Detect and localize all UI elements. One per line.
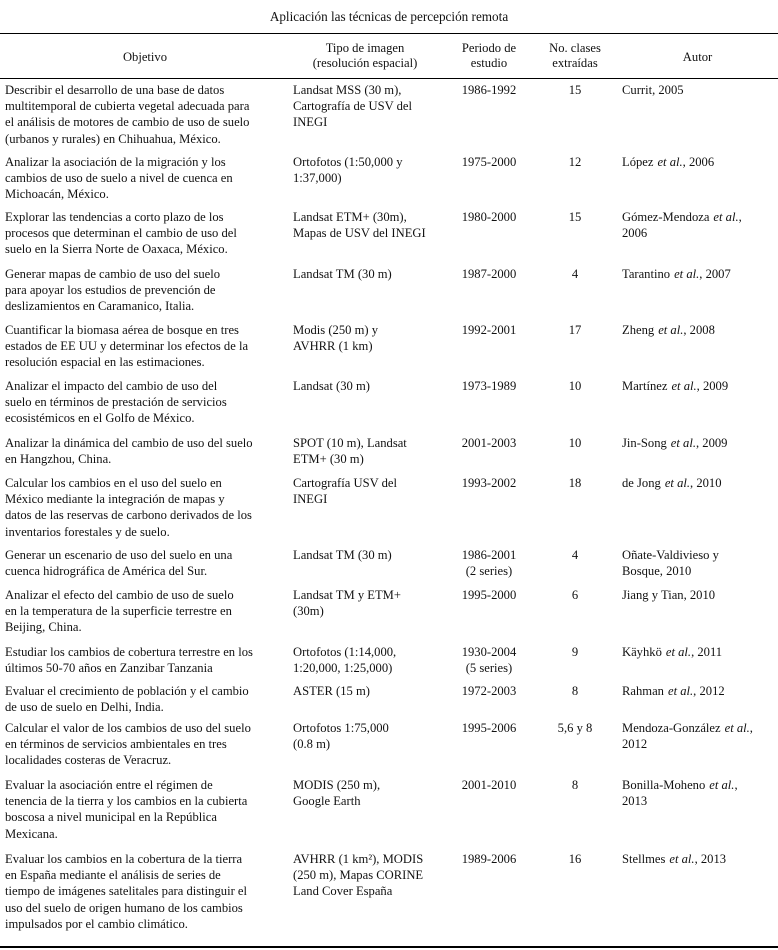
autor-year: , <box>738 210 742 224</box>
periodo-line: 1972-2003 <box>461 684 517 698</box>
tipo-line: 1:20,000, 1:25,000) <box>293 661 393 676</box>
periodo-line: 1986-2001 <box>461 548 517 562</box>
objetivo-line: impulsados por el cambio climático. <box>5 916 188 931</box>
bottom-rule <box>0 946 778 948</box>
cell-clases: 15 <box>568 210 582 224</box>
periodo-line: 2001-2010 <box>461 778 517 792</box>
cell-objetivo <box>5 209 237 258</box>
tipo-line: (0.8 m) <box>293 737 331 752</box>
autor-name: Mendoza-González <box>622 721 721 735</box>
periodo-line: 1995-2006 <box>461 721 517 735</box>
objetivo-line: Analizar el efecto del cambio de uso de suelo <box>5 588 234 602</box>
table-caption: Aplicación las técnicas de percepción remota <box>269 9 509 24</box>
objetivo-line: Cuantificar la biomasa aérea de bosque en tres <box>5 323 239 337</box>
cell-tipo-imagen <box>293 644 396 676</box>
tipo-line: 1:37,000) <box>293 171 342 186</box>
objetivo-line: en Hangzhou, China. <box>5 452 112 467</box>
periodo-line: 2001-2003 <box>461 436 517 450</box>
autor-year: , 2011 <box>691 645 723 659</box>
cell-tipo-imagen <box>293 587 401 619</box>
cell-clases: 12 <box>568 155 582 169</box>
autor-name: Zheng <box>622 323 655 337</box>
objetivo-line: datos de las reservas de carbono derivados de los <box>5 508 252 523</box>
periodo-line: 1993-2002 <box>461 476 517 490</box>
objetivo-line: Describir el desarrollo de una base de datos <box>5 83 225 97</box>
objetivo-line: deslizamientos en Caramanico, Italia. <box>5 299 195 314</box>
tipo-line: AVHRR (1 km) <box>293 339 373 354</box>
autor-line <box>622 209 742 225</box>
objetivo-line: boscosa a nivel municipal en la República <box>5 810 217 825</box>
tipo-line: (30m) <box>293 604 324 619</box>
cell-objetivo <box>5 154 233 203</box>
autor-year: , 2010 <box>690 476 722 490</box>
autor-line <box>622 378 728 394</box>
objetivo-line: últimos 50-70 años en Zanzibar Tanzania <box>5 661 213 676</box>
objetivo-line: estados de EE UU y determinar los efectos de la <box>5 339 249 354</box>
tipo-line: Ortofotos (1:14,000, <box>293 645 397 659</box>
objetivo-line: Generar un escenario de uso del suelo en una <box>5 548 233 562</box>
autor-name: Oñate-Valdivieso y <box>622 548 719 562</box>
cell-tipo-imagen <box>293 475 397 507</box>
objetivo-line: Mexicana. <box>5 826 58 841</box>
cell-autor <box>622 378 728 394</box>
autor-name: 2012 <box>622 737 648 752</box>
periodo-line: 1992-2001 <box>461 323 517 337</box>
autor-line <box>622 225 742 241</box>
objetivo-line: cuenca hidrográfica de América del Sur. <box>5 564 208 579</box>
cell-autor <box>622 587 715 603</box>
objetivo-line: Evaluar el crecimiento de población y el cambio <box>5 684 249 698</box>
autor-etal: et al. <box>724 721 750 735</box>
header-tipo-line: Tipo de imagen <box>325 41 405 55</box>
objetivo-line: tiempo de imágenes satelitales para distinguir el <box>5 884 248 899</box>
tipo-line: Land Cover España <box>293 884 393 899</box>
tipo-line: AVHRR (1 km²), MODIS <box>293 852 424 866</box>
autor-name: López <box>622 155 654 169</box>
autor-line <box>622 777 738 793</box>
autor-etal: et al. <box>670 436 696 450</box>
tipo-line: Landsat TM (30 m) <box>293 548 392 562</box>
objetivo-line: suelo en términos de prestación de servicios <box>5 395 227 410</box>
header-periodo-line: estudio <box>470 56 508 70</box>
autor-name: Jin-Song <box>622 436 667 450</box>
autor-name: Currit, 2005 <box>622 83 684 97</box>
objetivo-line: multitemporal de cubierta vegetal adecuada para <box>5 99 250 114</box>
header-clases-line: No. clases <box>549 41 601 55</box>
autor-line <box>622 683 725 699</box>
cell-objetivo <box>5 266 220 315</box>
objetivo-line: en términos de servicios ambientales en tres <box>5 737 227 752</box>
autor-etal: et al. <box>665 645 692 659</box>
cell-objetivo <box>5 435 253 467</box>
autor-line <box>622 82 684 98</box>
cell-autor <box>622 777 738 809</box>
objetivo-line: en la temperatura de la superficie terrestre en <box>5 604 232 619</box>
autor-etal: et al. <box>713 210 739 224</box>
cell-clases: 17 <box>568 323 582 337</box>
objetivo-line: México mediante la integración de mapas y <box>5 492 225 507</box>
cell-tipo-imagen <box>293 209 426 241</box>
header-tipo-line: (resolución espacial) <box>312 56 418 70</box>
periodo-line: 1995-2000 <box>461 588 517 602</box>
autor-year: , 2008 <box>683 323 715 337</box>
cell-objetivo <box>5 547 232 579</box>
autor-name: Gómez-Mendoza <box>622 210 710 224</box>
cell-objetivo <box>5 644 253 676</box>
tipo-line: INEGI <box>293 115 328 130</box>
cell-clases: 10 <box>568 379 582 393</box>
periodo-line: 1986-1992 <box>461 83 517 97</box>
autor-name: Stellmes <box>622 852 666 866</box>
cell-periodo <box>456 378 522 394</box>
cell-tipo-imagen <box>293 435 407 467</box>
objetivo-line: de uso de suelo en Delhi, India. <box>5 700 164 715</box>
periodo-line: 1989-2006 <box>461 852 517 866</box>
header-clases-line: extraídas <box>552 56 598 70</box>
cell-autor <box>622 435 727 451</box>
cell-clases: 8 <box>571 684 579 698</box>
tipo-line: Ortofotos 1:75,000 <box>293 721 389 735</box>
tipo-line: Cartografía USV del <box>293 476 397 490</box>
cell-periodo <box>456 475 522 491</box>
autor-name: 2013 <box>622 794 648 809</box>
cell-autor <box>622 644 722 660</box>
periodo-line: (5 series) <box>465 661 513 676</box>
cell-autor <box>622 851 726 867</box>
cell-tipo-imagen <box>293 322 378 354</box>
autor-line <box>622 322 715 338</box>
objetivo-line: el análisis de motores de cambio de uso de suelo <box>5 115 250 130</box>
cell-tipo-imagen <box>293 777 380 809</box>
autor-line <box>622 475 722 491</box>
autor-year: , <box>734 778 738 792</box>
objetivo-line: para apoyar los estudios de prevención de <box>5 283 216 298</box>
cell-autor <box>622 547 719 579</box>
cell-tipo-imagen <box>293 154 403 186</box>
autor-etal: et al. <box>671 379 697 393</box>
cell-clases: 4 <box>571 548 579 562</box>
cell-periodo <box>456 322 522 338</box>
objetivo-line: procesos que determinan el cambio de uso del <box>5 226 237 241</box>
autor-name: Jiang y Tian, 2010 <box>622 588 716 602</box>
objetivo-line: Analizar el impacto del cambio de uso del <box>5 379 218 393</box>
objetivo-line: ecosistémicos en el Golfo de México. <box>5 411 195 426</box>
cell-objetivo <box>5 378 227 427</box>
cell-tipo-imagen <box>293 720 389 752</box>
cell-tipo-imagen <box>293 683 370 699</box>
tipo-line: Cartografía de USV del <box>293 99 413 114</box>
autor-line <box>622 720 753 736</box>
cell-periodo <box>456 547 522 579</box>
header-periodo <box>451 41 527 71</box>
cell-objetivo <box>5 322 248 371</box>
objetivo-line: Generar mapas de cambio de uso del suelo <box>5 267 221 281</box>
cell-autor <box>622 266 731 282</box>
periodo-line: 1987-2000 <box>461 267 517 281</box>
autor-etal: et al. <box>669 852 695 866</box>
cell-tipo-imagen <box>293 378 370 394</box>
objetivo-line: Estudiar los cambios de cobertura terrestre en los <box>5 645 253 659</box>
cell-objetivo <box>5 82 249 147</box>
objetivo-line: Analizar la dinámica del cambio de uso del suelo <box>5 436 253 450</box>
autor-etal: et al. <box>667 684 694 698</box>
autor-etal: et al. <box>709 778 735 792</box>
cell-periodo <box>456 720 522 736</box>
autor-etal: et al. <box>674 267 700 281</box>
autor-name: Rahman <box>622 684 664 698</box>
header-periodo-line: Periodo de <box>461 41 517 55</box>
tipo-line: Mapas de USV del INEGI <box>293 226 426 241</box>
autor-name: Käyhkö <box>622 645 662 659</box>
cell-periodo <box>456 587 522 603</box>
cell-clases: 10 <box>568 436 582 450</box>
tipo-line: (250 m), Mapas CORINE <box>293 868 424 883</box>
tipo-line: Ortofotos (1:50,000 y <box>293 155 403 169</box>
cell-objetivo <box>5 720 251 769</box>
objetivo-line: Calcular el valor de los cambios de uso del suelo <box>5 721 251 735</box>
objetivo-line: Calcular los cambios en el uso del suelo en <box>5 476 222 490</box>
autor-year: , 2009 <box>695 436 728 450</box>
cell-objetivo <box>5 683 249 715</box>
cell-clases: 8 <box>571 778 579 792</box>
autor-line <box>622 154 714 170</box>
cell-clases: 15 <box>568 83 582 97</box>
autor-year: , 2009 <box>696 379 729 393</box>
periodo-line: 1973-1989 <box>461 379 517 393</box>
cell-periodo <box>456 82 522 98</box>
cell-periodo <box>456 209 522 225</box>
periodo-line: 1975-2000 <box>461 155 517 169</box>
autor-year: , 2012 <box>693 684 725 698</box>
cell-tipo-imagen <box>293 851 423 900</box>
tipo-line: SPOT (10 m), Landsat <box>293 436 407 450</box>
autor-name: Martínez <box>622 379 668 393</box>
autor-etal: et al. <box>657 155 683 169</box>
autor-year: , <box>749 721 753 735</box>
autor-year: , 2007 <box>699 267 731 281</box>
cell-periodo <box>456 644 522 676</box>
autor-etal: et al. <box>664 476 691 490</box>
objetivo-line: cambios de uso de suelo a nivel de cuenca en <box>5 171 233 186</box>
cell-tipo-imagen <box>293 266 392 282</box>
tipo-line: ASTER (15 m) <box>293 684 370 698</box>
tipo-line: INEGI <box>293 492 328 507</box>
cell-periodo <box>456 777 522 793</box>
tipo-line: Landsat (30 m) <box>293 379 370 393</box>
periodo-line: (2 series) <box>465 564 513 579</box>
header-rule <box>0 78 778 79</box>
cell-clases: 16 <box>568 852 582 866</box>
autor-line <box>622 644 722 660</box>
cell-periodo <box>456 435 522 451</box>
autor-name: Bosque, 2010 <box>622 564 692 579</box>
objetivo-line: Evaluar los cambios en la cobertura de la tierra <box>5 852 243 866</box>
objetivo-line: Evaluar la asociación entre el régimen de <box>5 778 213 792</box>
autor-line <box>622 851 726 867</box>
autor-name: de Jong <box>622 476 661 490</box>
cell-clases: 4 <box>571 267 579 281</box>
periodo-line: 1980-2000 <box>461 210 517 224</box>
top-rule <box>0 33 778 34</box>
autor-line <box>622 587 715 603</box>
cell-clases: 6 <box>571 588 579 602</box>
header-tipo <box>290 41 440 71</box>
cell-periodo <box>456 266 522 282</box>
autor-name: Bonilla-Moheno <box>622 778 706 792</box>
objetivo-line: Michoacán, México. <box>5 187 109 202</box>
objetivo-line: Beijing, China. <box>5 620 82 635</box>
periodo-line: 1930-2004 <box>461 645 517 659</box>
objetivo-line: resolución espacial en las estimaciones. <box>5 355 205 370</box>
cell-periodo <box>456 683 522 699</box>
cell-objetivo <box>5 851 247 932</box>
objetivo-line: en España mediante el análisis de series de <box>5 868 221 883</box>
header-objetivo: Objetivo <box>122 50 168 64</box>
objetivo-line: suelo en la Sierra Norte de Oaxaca, México. <box>5 242 228 257</box>
autor-line <box>622 563 719 579</box>
cell-autor <box>622 154 714 170</box>
tipo-line: Landsat ETM+ (30m), <box>293 210 407 224</box>
autor-line <box>622 736 753 752</box>
tipo-line: Google Earth <box>293 794 361 809</box>
autor-line <box>622 547 719 563</box>
cell-tipo-imagen <box>293 547 392 563</box>
cell-clases: 18 <box>568 476 582 490</box>
autor-etal: et al. <box>658 323 684 337</box>
objetivo-line: localidades costeras de Veracruz. <box>5 753 172 768</box>
tipo-line: Landsat TM (30 m) <box>293 267 392 281</box>
cell-tipo-imagen <box>293 82 412 131</box>
cell-autor <box>622 209 742 241</box>
cell-clases: 9 <box>571 645 579 659</box>
autor-year: , 2006 <box>682 155 715 169</box>
tipo-line: Landsat TM y ETM+ <box>293 588 401 602</box>
cell-periodo <box>456 154 522 170</box>
cell-objetivo <box>5 587 234 636</box>
objetivo-line: tenencia de la tierra y los cambios en la cubierta <box>5 794 248 809</box>
cell-objetivo <box>5 475 252 540</box>
objetivo-line: Explorar las tendencias a corto plazo de los <box>5 210 224 224</box>
objetivo-line: Analizar la asociación de la migración y los <box>5 155 226 169</box>
autor-line <box>622 435 727 451</box>
cell-autor <box>622 82 684 98</box>
autor-line <box>622 266 731 282</box>
cell-autor <box>622 475 722 491</box>
header-clases <box>538 41 612 71</box>
autor-name: Tarantino <box>622 267 671 281</box>
header-autor: Autor <box>682 50 713 64</box>
objetivo-line: (urbanos y rurales) en Chihuahua, México. <box>5 131 221 146</box>
objetivo-line: uso del suelo de origen humano de los cambios <box>5 900 243 915</box>
cell-objetivo <box>5 777 247 842</box>
autor-name: 2006 <box>622 226 648 241</box>
cell-autor <box>622 322 715 338</box>
autor-line <box>622 793 738 809</box>
tipo-line: MODIS (250 m), <box>293 778 381 792</box>
cell-autor <box>622 683 725 699</box>
cell-clases: 5,6 y 8 <box>557 721 593 735</box>
tipo-line: Modis (250 m) y <box>293 323 379 337</box>
tipo-line: ETM+ (30 m) <box>293 452 364 467</box>
objetivo-line: inventarios forestales y de suelo. <box>5 524 170 539</box>
tipo-line: Landsat MSS (30 m), <box>293 83 402 97</box>
cell-autor <box>622 720 753 752</box>
cell-periodo <box>456 851 522 867</box>
autor-year: , 2013 <box>694 852 727 866</box>
